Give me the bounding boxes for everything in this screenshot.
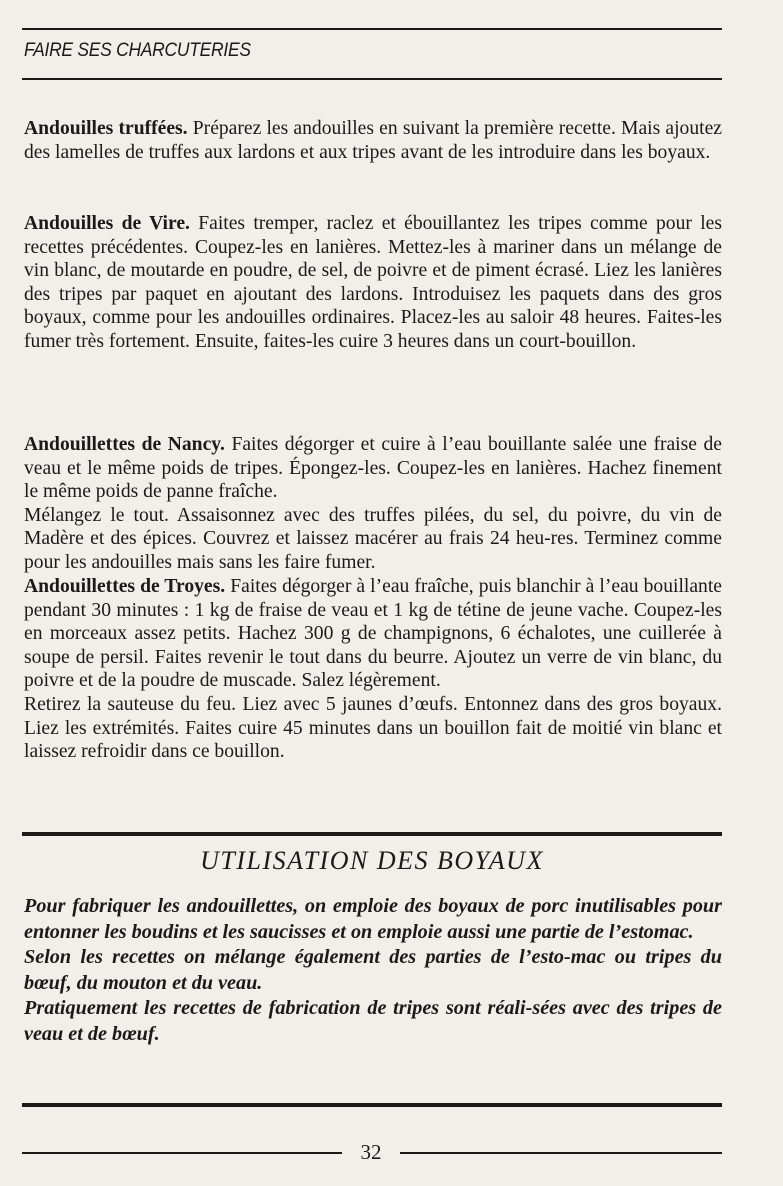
footer-left-rule xyxy=(22,1152,342,1154)
recipe-paragraph xyxy=(24,504,722,575)
recipe-title: Andouillettes de Nancy. xyxy=(24,434,225,455)
recipe-title: Andouillettes de Troyes. xyxy=(24,576,226,597)
recipe-paragraph xyxy=(24,575,722,693)
recipe-andouillettes-de-troyes xyxy=(24,575,722,764)
box-paragraph: Selon les recettes on mélange également des parties de l’esto-mac ou tripes du bœuf, du mouton et du veau. xyxy=(24,946,722,994)
running-head-title: FAIRE SES CHARCUTERIES xyxy=(24,40,251,61)
header-bottom-rule xyxy=(22,78,722,80)
footer-right-rule xyxy=(400,1152,722,1154)
recipe-text: Mélangez le tout. Assaisonnez avec des truffes pilées, du sel, du poivre, du vin de Madère et des épices. Couvrez et laissez macérer au frais 24 heu-res. Terminez comme pour les andouilles mais sans les faire fumer. xyxy=(24,504,722,573)
recipe-andouilles-truffees xyxy=(24,117,722,164)
recipe-paragraph xyxy=(24,693,722,764)
recipe-text: Faites dégorger à l’eau fraîche, puis blanchir à l’eau bouillante pendant 30 minutes : 1 kg de fraise de veau et 1 kg de tétine de jeune vache. Coupez-les en morceaux assez petits. Hachez 300 g de champignons, 6 échalotes, une cuillerée à soupe de persil. Faites revenir le tout dans du beurre. Ajoutez un verre de vin blanc, du poivre et de la poudre de muscade. Salez légèrement. xyxy=(24,576,722,692)
recipe-paragraph xyxy=(24,212,722,354)
header-top-rule xyxy=(22,28,722,30)
recipe-paragraph xyxy=(24,433,722,504)
recipe-title: Andouilles truffées. xyxy=(24,118,188,139)
box-bottom-rule xyxy=(22,1103,722,1107)
box-paragraph: Pratiquement les recettes de fabrication de tripes sont réali-sées avec des tripes de veau et de bœuf. xyxy=(24,997,722,1045)
recipe-text: Faites tremper, raclez et ébouillantez les tripes comme pour les recettes précédentes. Coupez-les en lanières. Mettez-les à mariner dans un mélange de vin blanc, de moutarde en poudre, de sel, de poivre et de piment écrasé. Liez les lanières des tripes par paquet en ajoutant des lardons. Introduisez les paquets dans des gros boyaux, comme pour les andouilles ordinaires. Placez-les au saloir 48 heures. Faites-les fumer très fortement. Ensuite, faites-les cuire 3 heures dans un court-bouillon. xyxy=(24,213,722,352)
box-top-rule xyxy=(22,832,722,836)
recipe-paragraph xyxy=(24,117,722,164)
box-title: UTILISATION DES BOYAUX xyxy=(200,846,544,875)
box-paragraph: Pour fabriquer les andouillettes, on emploie des boyaux de porc inutilisables pour entonner les boudins et les saucisses et on emploie aussi une partie de l’estomac. xyxy=(24,895,722,943)
recipe-title: Andouilles de Vire. xyxy=(24,213,190,234)
recipe-text: Préparez les andouilles en suivant la première recette. Mais ajoutez des lamelles de truffes aux lardons et aux tripes avant de les introduire dans les boyaux. xyxy=(24,118,722,163)
recipe-andouillettes-de-nancy xyxy=(24,433,722,575)
page-number: 32 xyxy=(360,1140,382,1164)
recipe-andouilles-de-vire xyxy=(24,212,722,354)
recipe-text: Faites dégorger et cuire à l’eau bouillante salée une fraise de veau et le même poids de tripes. Épongez-les. Coupez-les en lanières. Hachez finement le même poids de panne fraîche. xyxy=(24,434,722,503)
recipe-text: Retirez la sauteuse du feu. Liez avec 5 jaunes d’œufs. Entonnez dans des gros boyaux. Liez les extrémités. Faites cuire 45 minutes dans un bouillon fait de moitié vin blanc et laissez refroidir dans ce bouillon. xyxy=(24,693,722,763)
box-text xyxy=(24,894,722,1048)
